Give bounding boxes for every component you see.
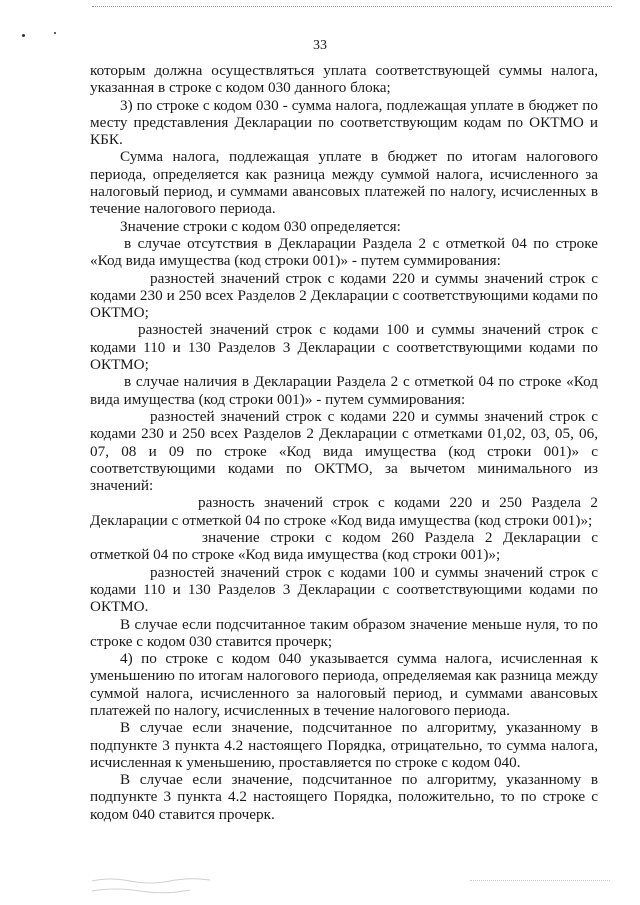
paragraph: которым должна осуществляться уплата соответствующей суммы налога, указанная в строке с кодом 030 данного блока; — [90, 62, 598, 97]
paragraph: в случае наличия в Декларации Раздела 2 с отметкой 04 по строке «Код вида имущества (код строки 001)» - путем суммирования: — [90, 373, 598, 408]
paragraph: В случае если значение, подсчитанное по алгоритму, указанному в подпункте 3 пункта 4.2 настоящего Порядка, отрицательно, то сумма налога, исчисленная к уменьшению, проставляется по строке с кодом 040. — [90, 719, 598, 771]
footer-smudge-icon — [90, 875, 220, 897]
paragraph: значение строки с кодом 260 Раздела 2 Декларации с отметкой 04 по строке «Код вида имущества (код строки 001)»; — [90, 529, 598, 564]
paragraph: В случае если значение, подсчитанное по алгоритму, указанному в подпункте 3 пункта 4.2 настоящего Порядка, положительно, то по строке с кодом 040 ставится прочерк. — [90, 771, 598, 823]
paragraph: Сумма налога, подлежащая уплате в бюджет по итогам налогового периода, определяется как разница между суммой налога, исчисленного за налоговый период, и суммами авансовых платежей по налогу, исчисленных в течение налогового периода. — [90, 148, 598, 218]
paragraph: разностей значений строк с кодами 220 и суммы значений строк с кодами 230 и 250 всех Разделов 2 Декларации с соответствующими кодами по ОКТМО; — [90, 269, 598, 322]
paragraph: разностей значений строк с кодами 220 и суммы значений строк с кодами 230 и 250 всех Разделов 2 Декларации с отметками 01,02, 03, 05, 06, 07, 08 и 09 по строке «Код вида имущества (код строки 001)» с соответствующими кодами по ОКТМО, за вычетом минимального из значений: — [90, 407, 598, 495]
page-number: 33 — [313, 38, 327, 53]
scan-speck — [54, 32, 56, 34]
paragraph: Значение строки с кодом 030 определяется: — [120, 217, 401, 235]
footer-dotted-line — [470, 880, 610, 881]
paragraph: 4) по строке с кодом 040 указывается сумма налога, исчисленная к уменьшению по итогам налогового периода, определяемая как разница между суммой налога, исчисленного за налоговый период, и суммами авансовых платежей по налогу, исчисленных в течение налогового периода. — [90, 650, 598, 719]
paragraph: 3) по строке с кодом 030 - сумма налога, подлежащая уплате в бюджет по месту представления Декларации по соответствующим кодам по ОКТМО и КБК. — [90, 96, 598, 149]
paragraph: в случае отсутствия в Декларации Раздела 2 с отметкой 04 по строке «Код вида имущества (код строки 001)» - путем суммирования: — [90, 234, 598, 270]
paragraph: В случае если подсчитанное таким образом значение меньше нуля, то по строке с кодом 030 ставится прочерк; — [90, 615, 598, 650]
paragraph: разностей значений строк с кодами 100 и суммы значений строк с кодами 110 и 130 Разделов 3 Декларации с соответствующими кодами по ОКТМО; — [90, 321, 598, 374]
paragraph: разность значений строк с кодами 220 и 250 Раздела 2 Декларации с отметкой 04 по строке «Код вида имущества (код строки 001)»; — [90, 494, 598, 529]
scan-speck — [22, 34, 25, 37]
document-body — [90, 62, 598, 823]
scan-edge-line — [92, 6, 612, 7]
faint-footer-mark — [90, 875, 220, 899]
paragraph: разностей значений строк с кодами 100 и суммы значений строк с кодами 110 и 130 Разделов 3 Декларации с соответствующими кодами по ОКТМО. — [90, 563, 598, 616]
